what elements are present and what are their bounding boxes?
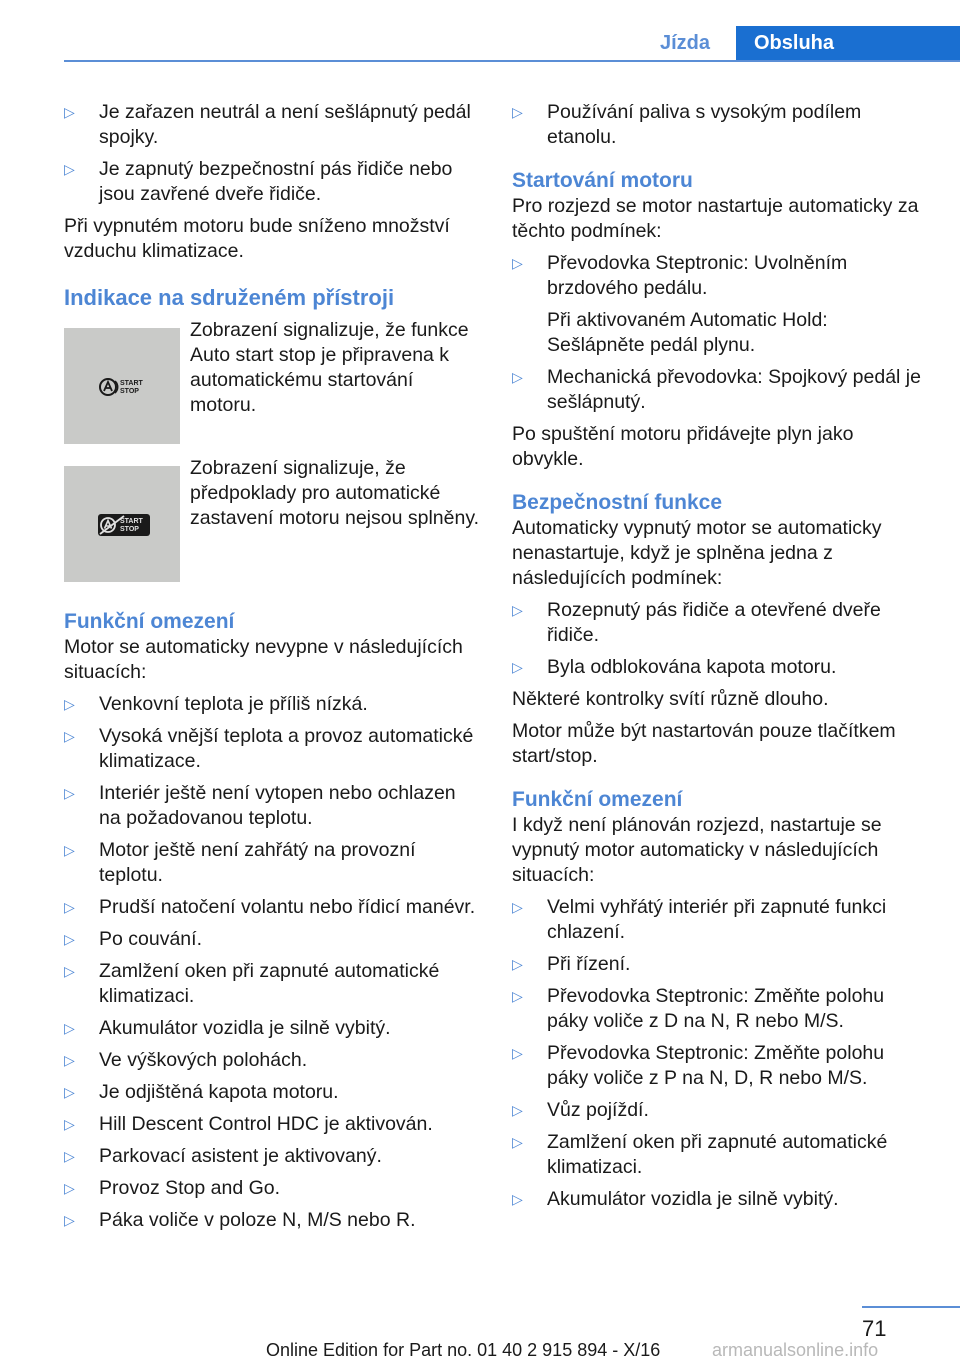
paragraph: Při vypnutém motoru bude sníženo množství vzduchu klimatizace. (64, 215, 450, 262)
bullet-triangle-icon: ▷ (64, 104, 75, 120)
bullet-triangle-icon: ▷ (64, 842, 75, 858)
footer-rule (862, 1306, 960, 1308)
list-item: ▷ Venkovní teplota je příliš nízká. (64, 693, 368, 715)
list-item: ▷ Používání paliva s vysokým podílem etanolu. (512, 101, 862, 148)
bullet-triangle-icon: ▷ (64, 1052, 75, 1068)
bullet-triangle-icon: ▷ (64, 963, 75, 979)
paragraph: Některé kontrolky svítí různě dlouho. (512, 688, 829, 710)
list-item: ▷ Rozepnutý pás řidiče a otevřené dveře řidiče. (512, 599, 881, 646)
bullet-list (512, 895, 928, 1212)
paragraph: Po spuštění motoru přidávejte plyn jako obvykle. (512, 423, 854, 470)
bullet-triangle-icon: ▷ (512, 255, 523, 271)
section-heading-omezeni-2: Funkční omezení (512, 788, 683, 811)
list-item: ▷ Akumulátor vozidla je silně vybitý. (64, 1017, 391, 1039)
list-item: ▷ Páka voliče v poloze N, M/S nebo R. (64, 1209, 416, 1231)
bullet-triangle-icon: ▷ (64, 931, 75, 947)
watermark: armanualsonline.info (712, 1340, 879, 1360)
paragraph: Automaticky vypnutý motor se automaticky nenastartuje, když je splněna jedna z následujících podmínek: (512, 517, 882, 589)
header-rule (64, 60, 960, 62)
bullet-triangle-icon: ▷ (512, 956, 523, 972)
list-item: ▷ Provoz Stop and Go. (64, 1177, 281, 1199)
list-item: ▷ Prudší natočení volantu nebo řídicí manévr. (64, 896, 476, 918)
list-item: ▷ Velmi vyhřátý interiér při zapnuté funkci chlazení. (512, 896, 887, 943)
paragraph: I když není plánován rozjezd, nastartuje se vypnutý motor automaticky v následujících situacích: (512, 814, 882, 886)
edition-note: Online Edition for Part no. 01 40 2 915 894 - X/16 (266, 1340, 661, 1360)
bullet-triangle-icon: ▷ (64, 1020, 75, 1036)
list-item: ▷ Zamlžení oken při zapnuté automatické klimatizaci. (512, 1131, 888, 1178)
tab-jizda: Jízda (659, 32, 710, 54)
paragraph: Motor může být nastartován pouze tlačítkem start/stop. (512, 720, 896, 767)
list-item: ▷ Vůz pojíždí. (512, 1099, 649, 1121)
list-item: ▷ Je odjištěná kapota motoru. (64, 1081, 339, 1103)
bullet-triangle-icon: ▷ (512, 1191, 523, 1207)
page-number: 71 (862, 1316, 887, 1341)
auto-start-stop-icon (98, 376, 150, 398)
bullet-triangle-icon: ▷ (512, 1134, 523, 1150)
section-heading-indikace: Indikace na sdruženém přístroji (64, 285, 395, 310)
bullet-triangle-icon: ▷ (64, 728, 75, 744)
page-header (0, 0, 960, 62)
section-heading-omezeni: Funkční omezení (64, 610, 235, 633)
list-item: ▷ Převodovka Steptronic: Změňte polohu páky voliče z P na N, D, R nebo M/S. (512, 1042, 885, 1089)
section-heading-startovani: Startování motoru (512, 169, 693, 192)
list-item: ▷ Zamlžení oken při zapnuté automatické klimatizaci. (64, 960, 440, 1007)
left-column (64, 100, 480, 1240)
section-heading-bezpecnost: Bezpečnostní funkce (512, 491, 723, 514)
bullet-triangle-icon: ▷ (64, 1180, 75, 1196)
bullet-triangle-icon: ▷ (64, 161, 75, 177)
list-item: ▷ Vysoká vnější teplota a provoz automatické klimatizace. (64, 725, 474, 772)
auto-start-stop-unavailable-image (64, 466, 180, 582)
indicator-description: Zobrazení signalizuje, že funkce Auto start stop je připravena k automatickému startování motoru. (190, 319, 469, 416)
bullet-triangle-icon: ▷ (64, 785, 75, 801)
bullet-triangle-icon: ▷ (512, 602, 523, 618)
bullet-triangle-icon: ▷ (64, 1084, 75, 1100)
indicator-not-met (64, 456, 480, 591)
list-item: ▷ Mechanická převodovka: Spojkový pedál je sešlápnutý. (512, 366, 921, 413)
list-item: ▷ Při řízení. (512, 953, 631, 975)
bullet-triangle-icon: ▷ (512, 369, 523, 385)
bullet-triangle-icon: ▷ (512, 1102, 523, 1118)
auto-start-stop-ready-image (64, 328, 180, 444)
indicator-ready (64, 318, 480, 453)
svg-text:STOP: STOP (120, 388, 139, 395)
list-item: ▷ Po couvání. (64, 928, 202, 950)
svg-text:START: START (120, 380, 143, 387)
bullet-list (64, 692, 480, 1233)
list-item: ▷ Je zařazen neutrál a není sešlápnutý pedál spojky. (64, 101, 471, 148)
list-item: ▷ Interiér ještě není vytopen nebo ochlazen na požadovanou teplotu. (64, 782, 456, 829)
bullet-triangle-icon: ▷ (512, 988, 523, 1004)
bullet-triangle-icon: ▷ (512, 104, 523, 120)
right-column (512, 100, 928, 1219)
paragraph: Pro rozjezd se motor nastartuje automaticky za těchto podmínek: (512, 195, 919, 242)
list-item: ▷ Převodovka Steptronic: Změňte polohu páky voliče z D na N, R nebo M/S. (512, 985, 885, 1032)
list-item: ▷ Hill Descent Control HDC je aktivován. (64, 1113, 433, 1135)
bullet-triangle-icon: ▷ (64, 899, 75, 915)
list-item: ▷ Akumulátor vozidla je silně vybitý. (512, 1188, 839, 1210)
auto-start-stop-crossed-icon (98, 514, 150, 536)
bullet-triangle-icon: ▷ (64, 1148, 75, 1164)
list-item: ▷ Je zapnutý bezpečnostní pás řidiče nebo jsou zavřené dveře řidiče. (64, 158, 453, 205)
bullet-triangle-icon: ▷ (64, 1116, 75, 1132)
bullet-triangle-icon: ▷ (512, 899, 523, 915)
svg-text:STOP: STOP (120, 526, 139, 533)
bullet-triangle-icon: ▷ (512, 659, 523, 675)
list-item: ▷ Parkovací asistent je aktivovaný. (64, 1145, 382, 1167)
bullet-triangle-icon: ▷ (64, 1212, 75, 1228)
indicator-description: Zobrazení signalizuje, že předpoklady pro automatické zastavení motoru nejsou splněny. (190, 457, 480, 529)
bullet-triangle-icon: ▷ (512, 1045, 523, 1061)
bullet-triangle-icon: ▷ (64, 696, 75, 712)
list-item: ▷ Motor ještě není zahřátý na provozní teplotu. (64, 839, 416, 886)
list-item: ▷ Byla odblokována kapota motoru. (512, 656, 837, 678)
paragraph: Motor se automaticky nevypne v následujících situacích: (64, 636, 463, 683)
svg-text:START: START (120, 518, 143, 525)
tab-obsluha: Obsluha (736, 26, 960, 62)
list-item: ▷ Ve výškových polohách. (64, 1049, 308, 1071)
list-item: ▷ Převodovka Steptronic: Uvolněním brzdového pedálu. Při aktivovaném Automatic Hold: Sešlápněte pedál plynu. (512, 252, 848, 356)
